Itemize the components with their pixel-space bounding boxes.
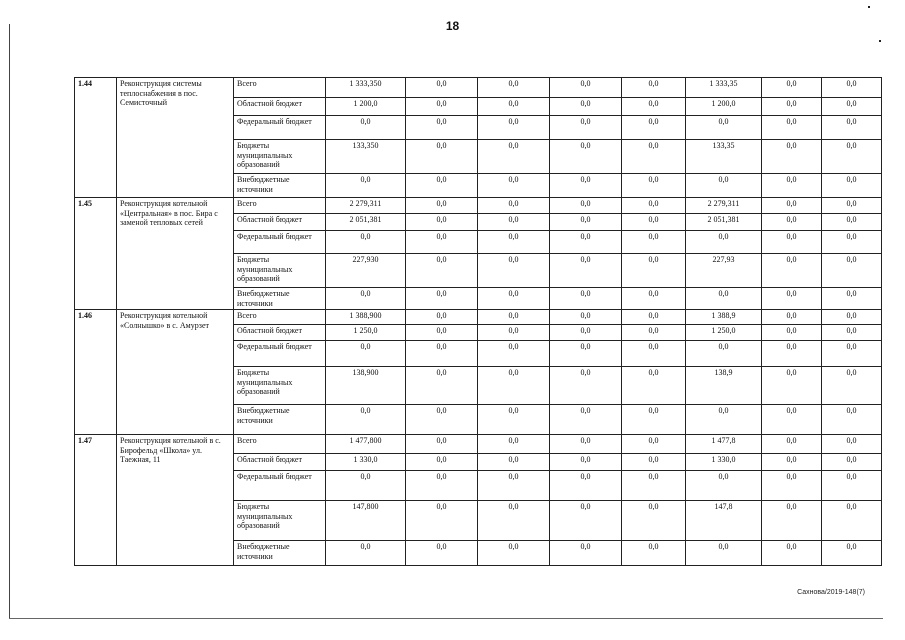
amount-cell: 0,0 bbox=[762, 214, 822, 231]
amount-cell: 0,0 bbox=[762, 78, 822, 98]
budget-table bbox=[74, 77, 882, 566]
amount-cell: 1 330,0 bbox=[686, 454, 762, 471]
amount-cell: 0,0 bbox=[686, 174, 762, 198]
measure-name: Реконструкция котельной «Центральная» в пос. Бира с заменой тепловых сетей bbox=[117, 198, 234, 310]
funding-source: Бюджеты муниципальных образований bbox=[234, 501, 326, 541]
amount-cell: 0,0 bbox=[622, 174, 686, 198]
amount-cell: 0,0 bbox=[550, 140, 622, 174]
amount-cell: 0,0 bbox=[406, 341, 478, 367]
funding-source: Внебюджетные источники bbox=[234, 541, 326, 566]
amount-cell: 0,0 bbox=[478, 254, 550, 288]
amount-cell: 0,0 bbox=[406, 310, 478, 325]
amount-cell: 0,0 bbox=[622, 341, 686, 367]
amount-cell: 0,0 bbox=[478, 454, 550, 471]
measure-number: 1.46 bbox=[75, 310, 117, 435]
funding-source: Всего bbox=[234, 435, 326, 454]
amount-cell: 0,0 bbox=[686, 116, 762, 140]
amount-cell: 0,0 bbox=[478, 288, 550, 310]
amount-cell: 0,0 bbox=[406, 98, 478, 116]
amount-cell: 0,0 bbox=[762, 367, 822, 405]
amount-cell: 0,0 bbox=[326, 341, 406, 367]
amount-cell: 138,900 bbox=[326, 367, 406, 405]
amount-cell: 0,0 bbox=[822, 116, 882, 140]
amount-cell: 0,0 bbox=[478, 405, 550, 435]
amount-cell: 2 051,381 bbox=[326, 214, 406, 231]
amount-cell: 0,0 bbox=[550, 435, 622, 454]
amount-cell: 0,0 bbox=[326, 116, 406, 140]
table-row bbox=[75, 435, 882, 454]
amount-cell: 0,0 bbox=[762, 405, 822, 435]
amount-cell: 0,0 bbox=[478, 541, 550, 566]
amount-cell: 0,0 bbox=[762, 116, 822, 140]
scan-speck bbox=[868, 6, 870, 8]
funding-source: Всего bbox=[234, 78, 326, 98]
amount-cell: 0,0 bbox=[406, 140, 478, 174]
measure-name: Реконструкция котельной «Солнышко» в с. Амурзет bbox=[117, 310, 234, 435]
amount-cell: 0,0 bbox=[622, 367, 686, 405]
amount-cell: 0,0 bbox=[550, 214, 622, 231]
amount-cell: 0,0 bbox=[326, 174, 406, 198]
amount-cell: 0,0 bbox=[762, 254, 822, 288]
amount-cell: 0,0 bbox=[622, 214, 686, 231]
amount-cell: 0,0 bbox=[550, 541, 622, 566]
amount-cell: 0,0 bbox=[822, 310, 882, 325]
amount-cell: 0,0 bbox=[550, 405, 622, 435]
amount-cell: 0,0 bbox=[822, 541, 882, 566]
scan-speck bbox=[879, 40, 881, 42]
amount-cell: 2 279,311 bbox=[686, 198, 762, 214]
amount-cell: 0,0 bbox=[406, 254, 478, 288]
amount-cell: 147,8 bbox=[686, 501, 762, 541]
amount-cell: 1 250,0 bbox=[686, 325, 762, 341]
amount-cell: 0,0 bbox=[406, 405, 478, 435]
amount-cell: 0,0 bbox=[406, 116, 478, 140]
table-row bbox=[75, 310, 882, 325]
amount-cell: 0,0 bbox=[326, 288, 406, 310]
amount-cell: 0,0 bbox=[406, 231, 478, 254]
amount-cell: 0,0 bbox=[622, 140, 686, 174]
amount-cell: 2 051,381 bbox=[686, 214, 762, 231]
amount-cell: 0,0 bbox=[762, 454, 822, 471]
amount-cell: 0,0 bbox=[550, 471, 622, 501]
amount-cell: 0,0 bbox=[822, 288, 882, 310]
funding-source: Внебюджетные источники bbox=[234, 174, 326, 198]
funding-source: Внебюджетные источники bbox=[234, 288, 326, 310]
amount-cell: 0,0 bbox=[762, 231, 822, 254]
amount-cell: 0,0 bbox=[478, 116, 550, 140]
amount-cell: 0,0 bbox=[622, 501, 686, 541]
amount-cell: 0,0 bbox=[478, 231, 550, 254]
amount-cell: 0,0 bbox=[686, 341, 762, 367]
measure-number: 1.44 bbox=[75, 78, 117, 198]
amount-cell: 0,0 bbox=[622, 254, 686, 288]
amount-cell: 0,0 bbox=[622, 471, 686, 501]
amount-cell: 1 250,0 bbox=[326, 325, 406, 341]
amount-cell: 0,0 bbox=[406, 541, 478, 566]
amount-cell: 0,0 bbox=[622, 435, 686, 454]
amount-cell: 0,0 bbox=[550, 325, 622, 341]
amount-cell: 0,0 bbox=[326, 231, 406, 254]
amount-cell: 0,0 bbox=[550, 198, 622, 214]
amount-cell: 0,0 bbox=[478, 78, 550, 98]
amount-cell: 0,0 bbox=[478, 325, 550, 341]
table-row bbox=[75, 78, 882, 98]
funding-source: Внебюджетные источники bbox=[234, 405, 326, 435]
scan-edge-line bbox=[9, 24, 10, 619]
measure-number: 1.45 bbox=[75, 198, 117, 310]
amount-cell: 0,0 bbox=[622, 325, 686, 341]
amount-cell: 0,0 bbox=[822, 140, 882, 174]
amount-cell: 0,0 bbox=[822, 231, 882, 254]
amount-cell: 0,0 bbox=[406, 471, 478, 501]
amount-cell: 0,0 bbox=[686, 231, 762, 254]
amount-cell: 0,0 bbox=[822, 341, 882, 367]
amount-cell: 0,0 bbox=[550, 231, 622, 254]
amount-cell: 1 200,0 bbox=[686, 98, 762, 116]
amount-cell: 0,0 bbox=[478, 174, 550, 198]
amount-cell: 0,0 bbox=[406, 174, 478, 198]
amount-cell: 0,0 bbox=[478, 214, 550, 231]
amount-cell: 1 388,9 bbox=[686, 310, 762, 325]
amount-cell: 0,0 bbox=[622, 541, 686, 566]
amount-cell: 0,0 bbox=[406, 288, 478, 310]
amount-cell: 1 333,350 bbox=[326, 78, 406, 98]
amount-cell: 0,0 bbox=[822, 198, 882, 214]
funding-source: Федеральный бюджет bbox=[234, 116, 326, 140]
amount-cell: 0,0 bbox=[326, 471, 406, 501]
amount-cell: 0,0 bbox=[686, 541, 762, 566]
amount-cell: 0,0 bbox=[550, 288, 622, 310]
page-number: 18 bbox=[445, 19, 460, 33]
amount-cell: 0,0 bbox=[762, 198, 822, 214]
funding-source: Федеральный бюджет bbox=[234, 231, 326, 254]
amount-cell: 0,0 bbox=[478, 98, 550, 116]
amount-cell: 0,0 bbox=[822, 454, 882, 471]
funding-source: Областной бюджет bbox=[234, 214, 326, 231]
funding-source: Федеральный бюджет bbox=[234, 341, 326, 367]
amount-cell: 0,0 bbox=[762, 174, 822, 198]
amount-cell: 0,0 bbox=[406, 198, 478, 214]
funding-source: Областной бюджет bbox=[234, 98, 326, 116]
measure-name: Реконструкция котельной в с. Бирофельд «Школа» ул. Таежная, 11 bbox=[117, 435, 234, 566]
amount-cell: 0,0 bbox=[550, 98, 622, 116]
measure-name: Реконструкция системы теплоснабжения в пос. Семисточный bbox=[117, 78, 234, 198]
amount-cell: 0,0 bbox=[762, 310, 822, 325]
funding-source: Бюджеты муниципальных образований bbox=[234, 367, 326, 405]
amount-cell: 0,0 bbox=[762, 541, 822, 566]
amount-cell: 0,0 bbox=[550, 454, 622, 471]
amount-cell: 0,0 bbox=[550, 254, 622, 288]
amount-cell: 0,0 bbox=[478, 198, 550, 214]
amount-cell: 0,0 bbox=[478, 471, 550, 501]
amount-cell: 0,0 bbox=[550, 367, 622, 405]
amount-cell: 0,0 bbox=[478, 310, 550, 325]
funding-source: Всего bbox=[234, 198, 326, 214]
funding-source: Областной бюджет bbox=[234, 454, 326, 471]
amount-cell: 0,0 bbox=[822, 405, 882, 435]
amount-cell: 0,0 bbox=[762, 140, 822, 174]
amount-cell: 0,0 bbox=[622, 78, 686, 98]
amount-cell: 1 200,0 bbox=[326, 98, 406, 116]
amount-cell: 0,0 bbox=[762, 288, 822, 310]
amount-cell: 0,0 bbox=[326, 541, 406, 566]
amount-cell: 0,0 bbox=[478, 140, 550, 174]
amount-cell: 0,0 bbox=[550, 310, 622, 325]
amount-cell: 0,0 bbox=[478, 435, 550, 454]
amount-cell: 0,0 bbox=[622, 198, 686, 214]
amount-cell: 138,9 bbox=[686, 367, 762, 405]
amount-cell: 0,0 bbox=[550, 78, 622, 98]
amount-cell: 0,0 bbox=[622, 231, 686, 254]
amount-cell: 2 279,311 bbox=[326, 198, 406, 214]
funding-source: Бюджеты муниципальных образований bbox=[234, 140, 326, 174]
amount-cell: 0,0 bbox=[762, 471, 822, 501]
amount-cell: 227,93 bbox=[686, 254, 762, 288]
amount-cell: 0,0 bbox=[622, 454, 686, 471]
amount-cell: 0,0 bbox=[550, 116, 622, 140]
amount-cell: 0,0 bbox=[822, 501, 882, 541]
amount-cell: 0,0 bbox=[822, 174, 882, 198]
amount-cell: 0,0 bbox=[822, 367, 882, 405]
amount-cell: 0,0 bbox=[762, 98, 822, 116]
amount-cell: 0,0 bbox=[822, 78, 882, 98]
amount-cell: 1 477,800 bbox=[326, 435, 406, 454]
amount-cell: 0,0 bbox=[686, 405, 762, 435]
amount-cell: 0,0 bbox=[762, 435, 822, 454]
amount-cell: 1 388,900 bbox=[326, 310, 406, 325]
amount-cell: 0,0 bbox=[686, 288, 762, 310]
amount-cell: 0,0 bbox=[762, 501, 822, 541]
amount-cell: 0,0 bbox=[550, 174, 622, 198]
amount-cell: 0,0 bbox=[406, 78, 478, 98]
amount-cell: 227,930 bbox=[326, 254, 406, 288]
measure-number: 1.47 bbox=[75, 435, 117, 566]
amount-cell: 0,0 bbox=[686, 471, 762, 501]
amount-cell: 0,0 bbox=[622, 405, 686, 435]
amount-cell: 0,0 bbox=[478, 341, 550, 367]
amount-cell: 0,0 bbox=[478, 367, 550, 405]
amount-cell: 0,0 bbox=[406, 454, 478, 471]
amount-cell: 0,0 bbox=[550, 501, 622, 541]
amount-cell: 0,0 bbox=[762, 325, 822, 341]
amount-cell: 0,0 bbox=[822, 254, 882, 288]
amount-cell: 0,0 bbox=[622, 310, 686, 325]
amount-cell: 0,0 bbox=[622, 288, 686, 310]
amount-cell: 0,0 bbox=[762, 341, 822, 367]
amount-cell: 1 477,8 bbox=[686, 435, 762, 454]
funding-source: Областной бюджет bbox=[234, 325, 326, 341]
amount-cell: 1 330,0 bbox=[326, 454, 406, 471]
amount-cell: 147,800 bbox=[326, 501, 406, 541]
amount-cell: 0,0 bbox=[822, 471, 882, 501]
amount-cell: 0,0 bbox=[822, 325, 882, 341]
amount-cell: 133,350 bbox=[326, 140, 406, 174]
amount-cell: 0,0 bbox=[406, 501, 478, 541]
document-footer-code: Сахнова/2019-148(7) bbox=[797, 589, 865, 596]
funding-source: Бюджеты муниципальных образований bbox=[234, 254, 326, 288]
amount-cell: 0,0 bbox=[822, 214, 882, 231]
funding-source: Всего bbox=[234, 310, 326, 325]
amount-cell: 0,0 bbox=[478, 501, 550, 541]
amount-cell: 0,0 bbox=[406, 435, 478, 454]
table-row bbox=[75, 198, 882, 214]
amount-cell: 0,0 bbox=[326, 405, 406, 435]
amount-cell: 0,0 bbox=[622, 116, 686, 140]
amount-cell: 0,0 bbox=[406, 367, 478, 405]
scan-bottom-line bbox=[9, 618, 883, 619]
funding-source: Федеральный бюджет bbox=[234, 471, 326, 501]
amount-cell: 0,0 bbox=[622, 98, 686, 116]
amount-cell: 0,0 bbox=[406, 325, 478, 341]
amount-cell: 1 333,35 bbox=[686, 78, 762, 98]
amount-cell: 0,0 bbox=[822, 98, 882, 116]
amount-cell: 0,0 bbox=[550, 341, 622, 367]
amount-cell: 0,0 bbox=[406, 214, 478, 231]
amount-cell: 0,0 bbox=[822, 435, 882, 454]
amount-cell: 133,35 bbox=[686, 140, 762, 174]
